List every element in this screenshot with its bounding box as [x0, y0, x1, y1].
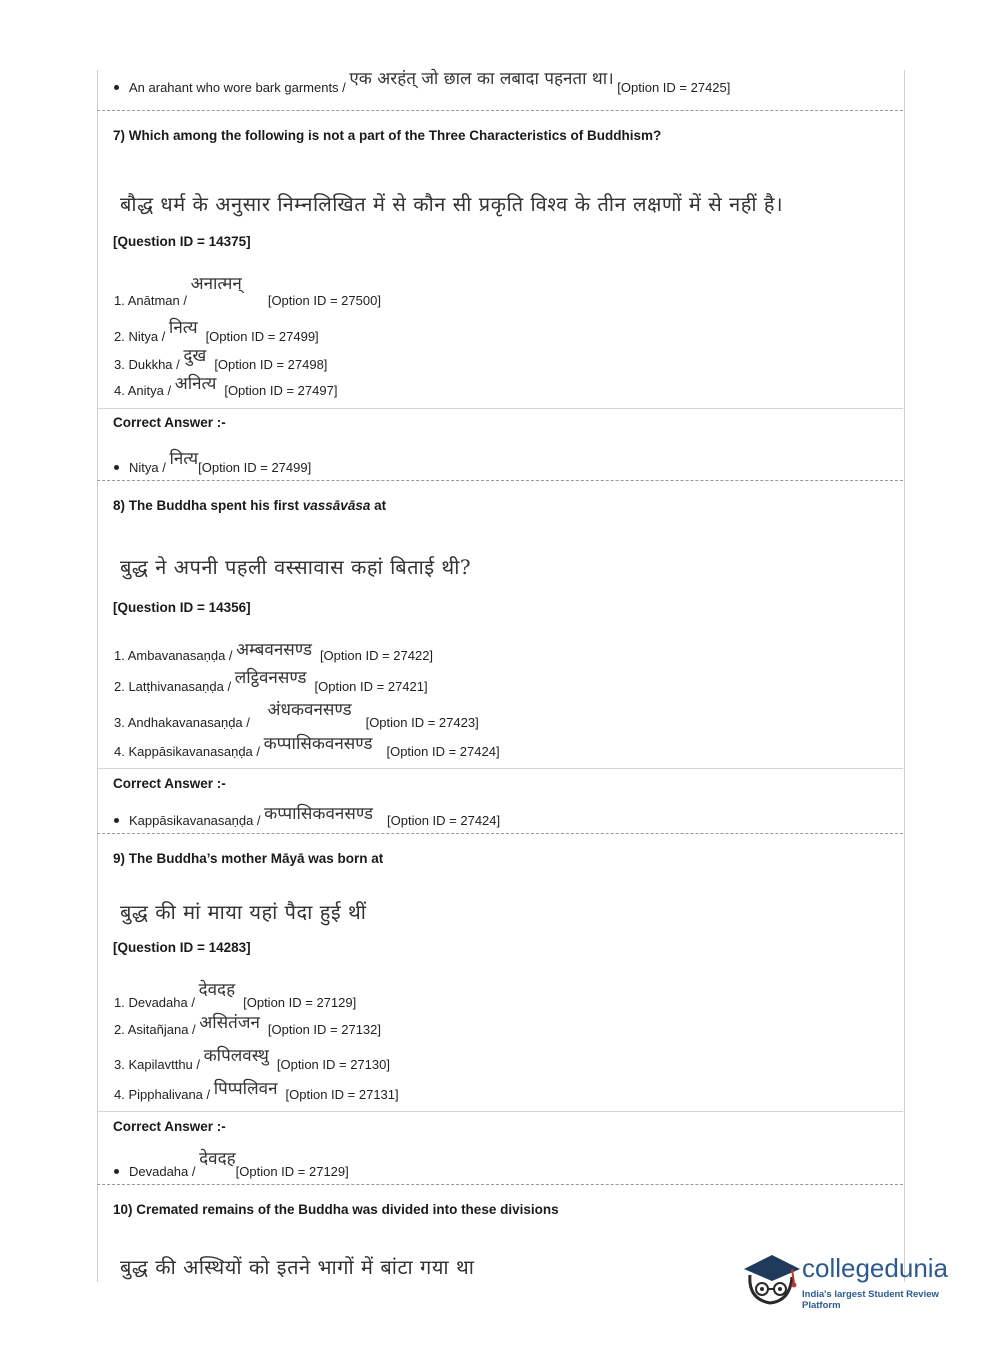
option-3: 3. Dukkha / दुख [Option ID = 27498] — [114, 346, 328, 372]
question-title: 10) Cremated remains of the Buddha was divided into these divisions — [113, 1202, 559, 1217]
option-4: 4. Pipphalivana / पिप्पलिवन [Option ID = 27131] — [114, 1079, 399, 1102]
divider — [97, 480, 903, 481]
divider — [97, 408, 903, 409]
bullet-dot — [114, 465, 119, 470]
logo-tagline: India's largest Student Review Platform — [802, 1289, 939, 1311]
divider — [97, 1111, 903, 1112]
correct-answer: Nitya / नित्य[Option ID = 27499] — [114, 454, 311, 477]
option-2: 2. Latṭhivanasaṇḍa / लट्ठिवनसण्ड [Option ID = 27421] — [114, 668, 428, 694]
option-4: 4. Kappāsikavanasaṇḍa / कप्पासिकवनसण्ड [Option ID = 27424] — [114, 734, 500, 759]
question-hindi: बुद्ध की अस्थियों को इतने भागों में बांटा गया था — [120, 1255, 475, 1279]
option-4: 4. Anitya / अनित्य [Option ID = 27497] — [114, 374, 338, 398]
divider — [97, 1184, 903, 1185]
bullet-dot — [114, 85, 119, 90]
question-title: 7) Which among the following is not a part of the Three Characteristics of Buddhism? — [113, 128, 662, 143]
divider — [97, 768, 903, 769]
option-2: 2. Asitañjana / असितंजन [Option ID = 27132] — [114, 1013, 382, 1037]
option-1: 1. Ambavanasaṇḍa / अम्बवनसण्ड [Option ID = 27422] — [114, 640, 434, 663]
question-title: 8) The Buddha spent his first vassāvāsa at — [113, 498, 387, 513]
logo-wordmark: collegedunia — [802, 1253, 949, 1283]
option-1: 1. Anātman / अनात्मन्[Option ID = 27500] — [114, 274, 381, 308]
correct-answer-label: Correct Answer :- — [113, 415, 226, 430]
correct-answer: Kappāsikavanasaṇḍa / कप्पासिकवनसण्ड [Option ID = 27424] — [114, 807, 500, 830]
mascot-icon — [740, 1247, 802, 1309]
question-title: 9) The Buddha’s mother Māyā was born at — [113, 851, 384, 866]
question-hindi: बौद्ध धर्म के अनुसार निम्नलिखित में से कौन सी प्रकृति विश्व के तीन लक्षणों में से नहीं है। — [120, 192, 784, 216]
question-hindi: बुद्ध की मां माया यहां पैदा हुई थीं — [120, 900, 367, 924]
question-hindi: बुद्ध ने अपनी पहली वस्सावास कहां बिताई थी? — [120, 555, 472, 579]
bullet-dot — [114, 1169, 119, 1174]
correct-answer-label: Correct Answer :- — [113, 1119, 226, 1134]
collegedunia-logo — [740, 1247, 970, 1309]
option-2: 2. Nitya / नित्य [Option ID = 27499] — [114, 318, 319, 344]
divider — [97, 833, 903, 834]
option-3: 3. Andhakavanasaṇḍa / अंधकवनसण्ड[Option ID = 27423] — [114, 700, 479, 730]
bullet-dot — [114, 818, 119, 823]
correct-answer-label: Correct Answer :- — [113, 776, 226, 791]
question-id: [Question ID = 14283] — [113, 940, 251, 955]
correct-answer: Devadaha / देवदह[Option ID = 27129] — [114, 1158, 349, 1181]
prev-answer: An arahant who wore bark garments / एक अरहंत् जो छाल का लबादा पहनता था। [Option ID = 27425] — [114, 74, 730, 97]
question-id: [Question ID = 14356] — [113, 600, 251, 615]
question-id: [Question ID = 14375] — [113, 234, 251, 249]
option-3: 3. Kapilavtthu / कपिलवस्थु [Option ID = 27130] — [114, 1046, 390, 1072]
option-1: 1. Devadaha / देवदह[Option ID = 27129] — [114, 980, 357, 1010]
divider — [97, 110, 903, 111]
